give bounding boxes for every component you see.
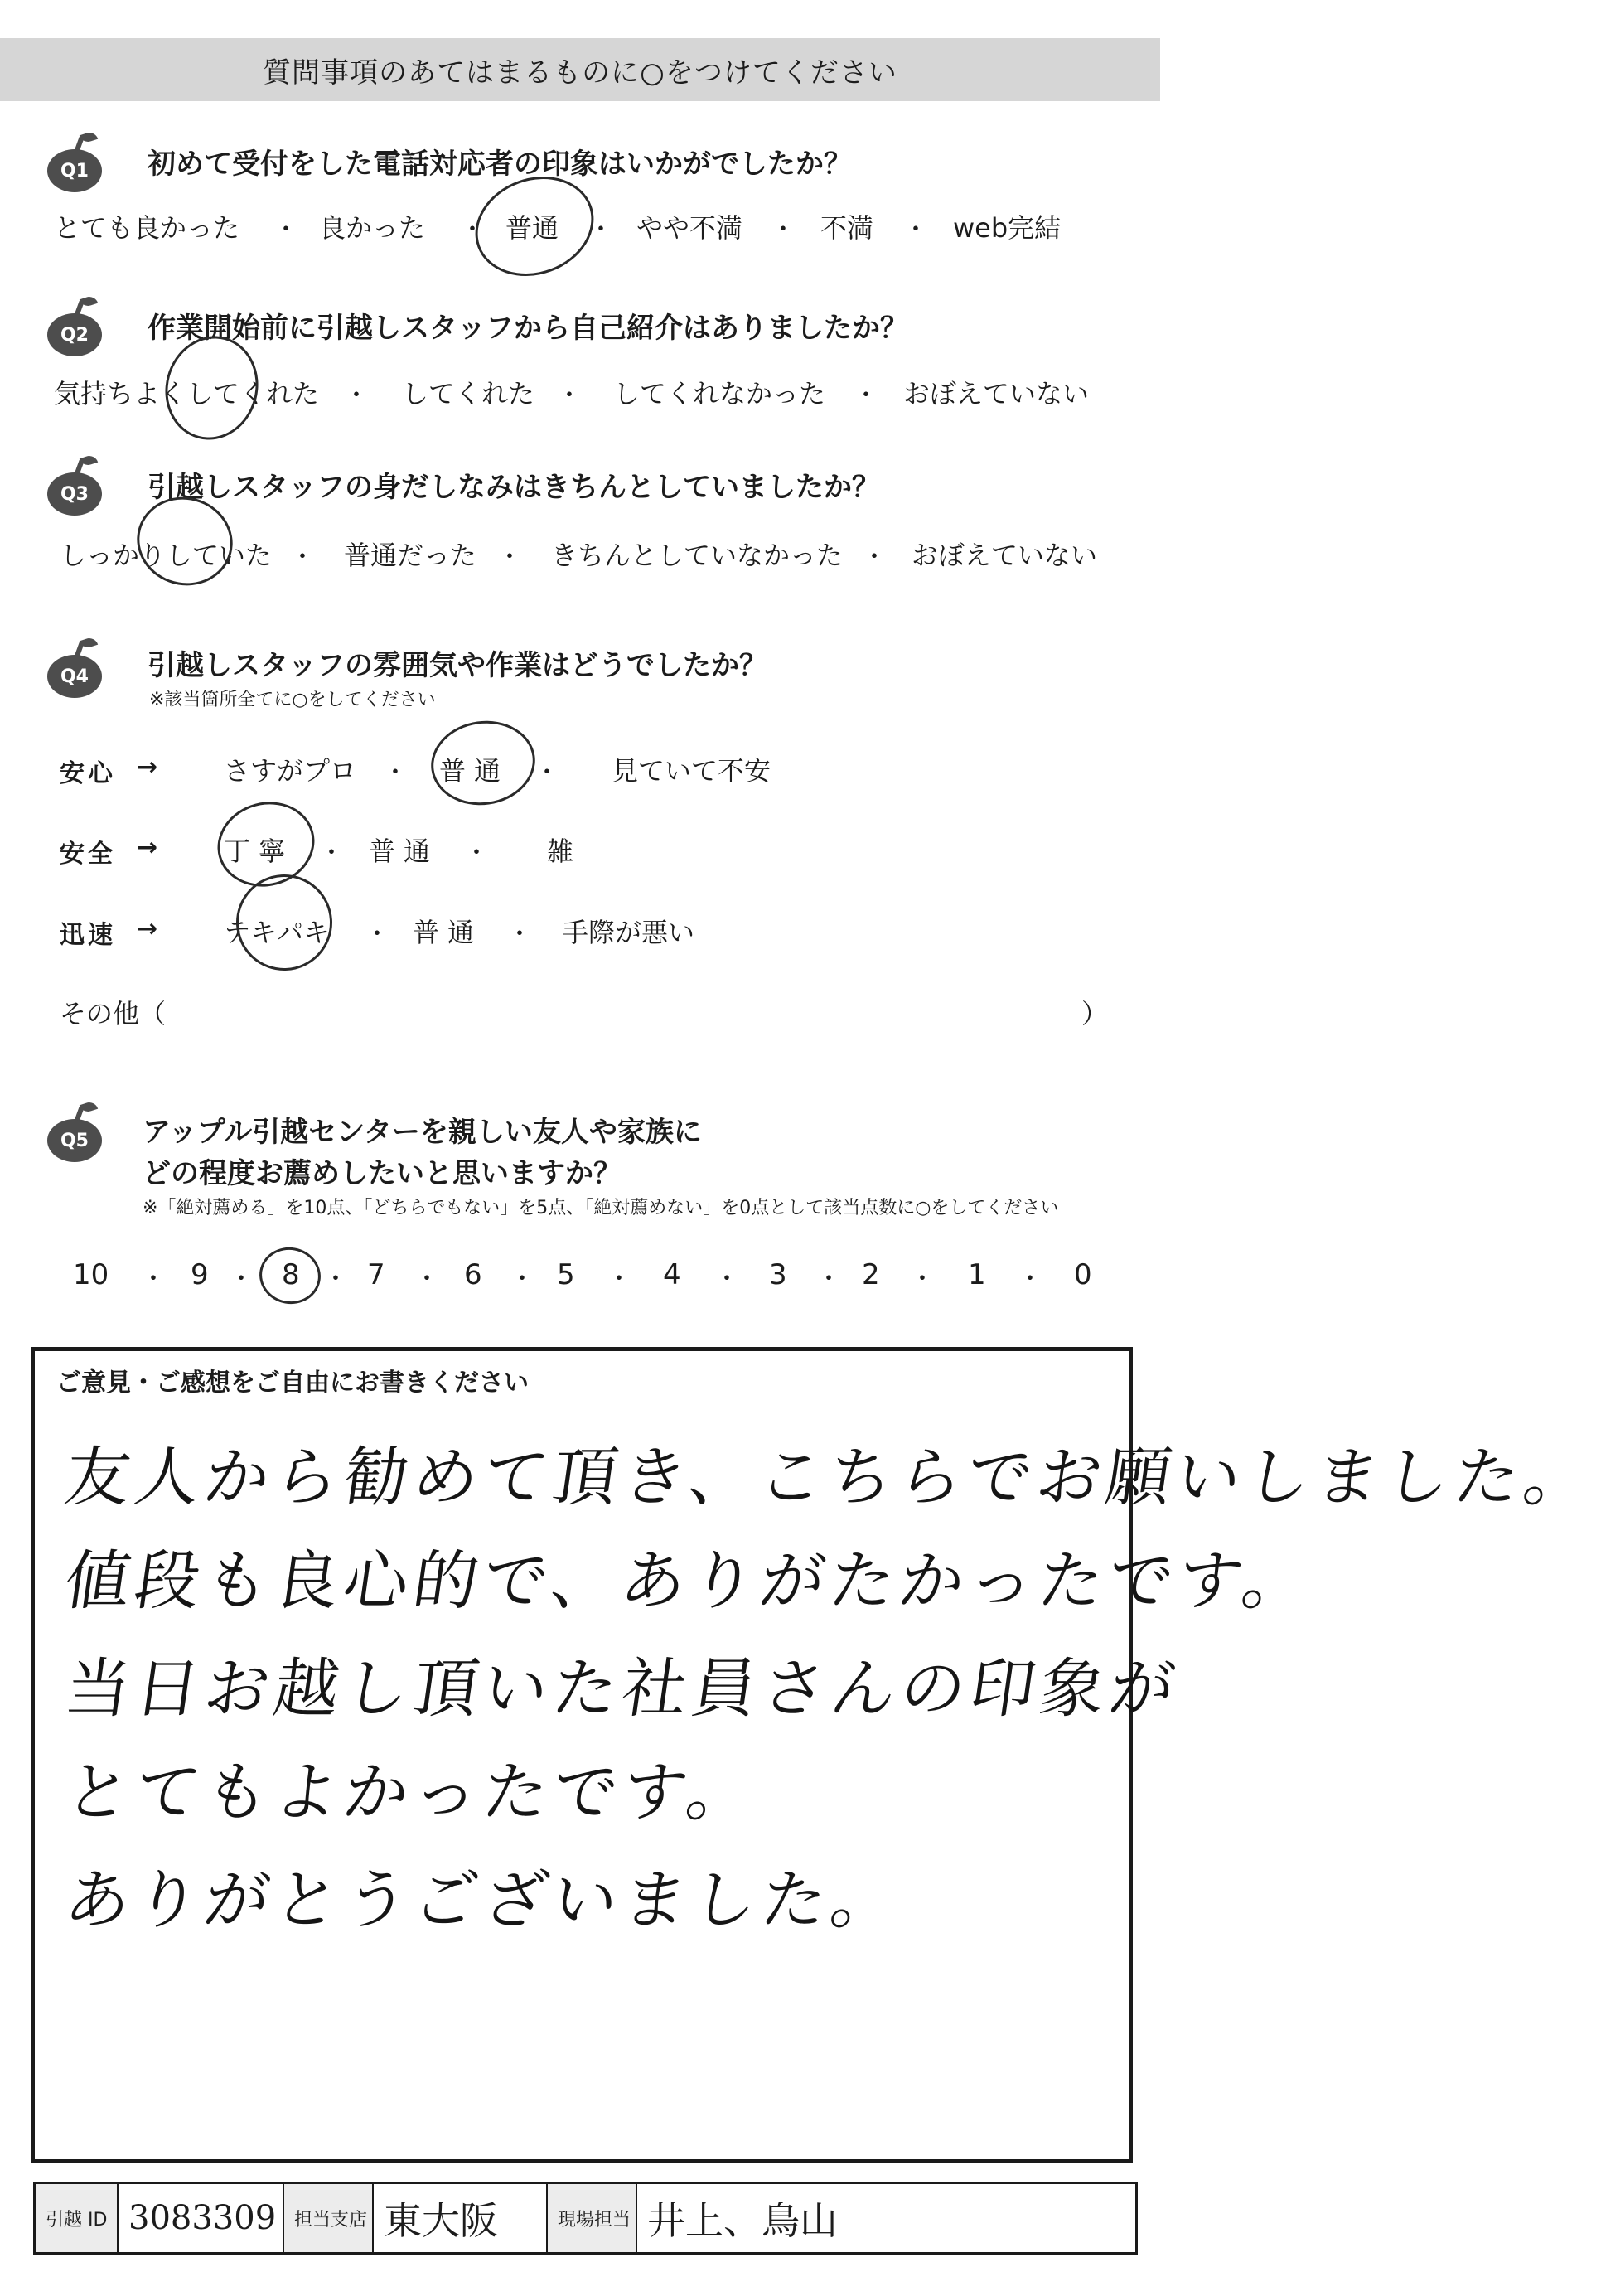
q4-row-label-anzen: 安全 (60, 840, 116, 869)
separator-dot: ・ (497, 543, 522, 572)
separator-dot: ・ (273, 216, 298, 245)
q1-option-1[interactable]: とても良かった (54, 212, 240, 244)
separator-dot: ・ (816, 1265, 841, 1294)
separator-dot: ・ (365, 920, 389, 949)
comment-line-1: 友人から勧めて頂き、こちらでお願いしました。 (60, 1441, 1599, 1515)
q4-row-label-jinsoku: 迅速 (60, 921, 116, 950)
q4-row3-option-3[interactable]: 手際が悪い (562, 917, 695, 948)
q1-badge: Q1 (47, 149, 102, 192)
separator-dot: ・ (414, 1265, 439, 1294)
q2-option-4[interactable]: おぼえていない (903, 378, 1090, 409)
arrow-right-icon: → (137, 753, 162, 782)
score-1[interactable]: 1 (968, 1258, 986, 1291)
q4-row2-option-1[interactable]: 丁寧 (224, 836, 294, 867)
separator-dot: ・ (383, 758, 408, 787)
q4-badge: Q4 (47, 655, 102, 698)
q4-row-label-anshin: 安心 (60, 759, 116, 788)
form-header (0, 38, 1160, 101)
q1-option-2[interactable]: 良かった (319, 212, 426, 244)
separator-dot: ・ (507, 920, 532, 949)
q5-selection-circle (255, 1242, 326, 1309)
move-id-label: 引越 ID (36, 2184, 119, 2252)
q1-option-4[interactable]: やや不満 (636, 212, 743, 244)
score-10[interactable]: 10 (73, 1258, 109, 1291)
separator-dot: ・ (290, 543, 315, 572)
q5-note: ※「絶対薦める」を10点、「どちらでもない」を5点、「絶対薦めない」を0点として該当点数に○をしてください (143, 1198, 1059, 1218)
q3-option-4[interactable]: おぼえていない (912, 540, 1098, 571)
q2-option-1[interactable]: 気持ちよくしてくれた (54, 378, 320, 409)
q2-option-2[interactable]: してくれた (402, 378, 535, 409)
separator-dot: ・ (319, 839, 344, 868)
branch-value: 東大阪 (374, 2184, 548, 2252)
q4-row3-option-1[interactable]: テキパキ (224, 917, 331, 948)
score-9[interactable]: 9 (191, 1258, 209, 1291)
move-id-value: 3083309 (119, 2184, 284, 2252)
comment-line-5: ありがとうございました。 (60, 1863, 907, 1938)
score-2[interactable]: 2 (862, 1258, 880, 1291)
score-8[interactable]: 8 (282, 1258, 300, 1291)
q2-badge: Q2 (47, 313, 102, 356)
separator-dot: ・ (854, 381, 878, 410)
q4-other-close: ） (1081, 998, 1109, 1029)
q4-row1-option-1[interactable]: さすがプロ (224, 755, 357, 787)
q4-row1-selection-circle (426, 714, 541, 812)
q3-option-3[interactable]: きちんとしていなかった (551, 540, 844, 571)
arrow-right-icon: → (137, 833, 162, 862)
score-7[interactable]: 7 (367, 1258, 385, 1291)
q2-option-3[interactable]: してくれなかった (613, 378, 826, 409)
q3-badge: Q3 (47, 472, 102, 516)
footer-table (33, 2182, 1138, 2255)
q4-row2-option-3[interactable]: 雑 (547, 836, 574, 867)
separator-dot: ・ (714, 1265, 739, 1294)
q5-question-line1: アップル引越センターを親しい友人や家族に (143, 1116, 702, 1149)
comment-line-2: 値段も良心的で、ありがたかったです。 (60, 1544, 1318, 1619)
staff-label: 現場担当 (548, 2184, 637, 2252)
separator-dot: ・ (771, 216, 796, 245)
q2-question: 作業開始前に引越しスタッフから自己紹介はありましたか？ (148, 312, 908, 345)
q5-question-line2: どの程度お薦めしたいと思いますか？ (143, 1157, 622, 1190)
q5-badge: Q5 (47, 1119, 102, 1162)
staff-value: 井上、鳥山 (647, 2198, 838, 2243)
separator-dot: ・ (910, 1265, 935, 1294)
score-4[interactable]: 4 (663, 1258, 681, 1291)
separator-dot: ・ (510, 1265, 534, 1294)
q3-option-1[interactable]: しっかりしていた (60, 540, 273, 571)
separator-dot: ・ (862, 543, 887, 572)
separator-dot: ・ (229, 1265, 254, 1294)
separator-dot: ・ (141, 1265, 166, 1294)
separator-dot: ・ (1018, 1265, 1042, 1294)
q3-question: 引越しスタッフの身だしなみはきちんとしていましたか？ (148, 471, 880, 504)
separator-dot: ・ (607, 1265, 631, 1294)
q1-option-3[interactable]: 普通 (505, 212, 559, 244)
separator-dot: ・ (344, 381, 369, 410)
q4-other-label: その他（ (60, 998, 167, 1029)
score-3[interactable]: 3 (769, 1258, 787, 1291)
q1-option-5[interactable]: 不満 (820, 212, 874, 244)
q4-row1-option-3[interactable]: 見ていて不安 (612, 755, 771, 787)
comment-line-3: 当日お越し頂いた社員さんの印象が (60, 1652, 1185, 1727)
separator-dot: ・ (534, 758, 559, 787)
comments-label: ご意見・ご感想をご自由にお書きください (56, 1368, 529, 1397)
separator-dot: ・ (903, 216, 928, 245)
q4-row3-option-2[interactable]: 普通 (413, 917, 483, 948)
branch-label: 担当支店 (284, 2184, 374, 2252)
q4-question: 引越しスタッフの雰囲気や作業はどうでしたか？ (148, 649, 767, 682)
form-header-title: 質問事項のあてはまるものに○をつけてください (263, 56, 897, 90)
q4-row2-option-2[interactable]: 普通 (369, 836, 439, 867)
score-0[interactable]: 0 (1074, 1258, 1092, 1291)
score-6[interactable]: 6 (464, 1258, 482, 1291)
comment-line-4: とてもよかったです。 (60, 1756, 762, 1830)
separator-dot: ・ (464, 839, 489, 868)
separator-dot: ・ (460, 216, 485, 245)
separator-dot: ・ (323, 1265, 348, 1294)
score-5[interactable]: 5 (557, 1258, 575, 1291)
separator-dot: ・ (588, 216, 613, 245)
separator-dot: ・ (557, 381, 582, 410)
q3-option-2[interactable]: 普通だった (344, 540, 477, 571)
arrow-right-icon: → (137, 914, 162, 943)
q1-question: 初めて受付をした電話対応者の印象はいかがでしたか？ (148, 148, 852, 181)
q4-note: ※該当箇所全てに○をしてください (149, 690, 436, 710)
q4-row1-option-2[interactable]: 普通 (439, 755, 510, 787)
q1-option-6[interactable]: web完結 (953, 212, 1062, 244)
